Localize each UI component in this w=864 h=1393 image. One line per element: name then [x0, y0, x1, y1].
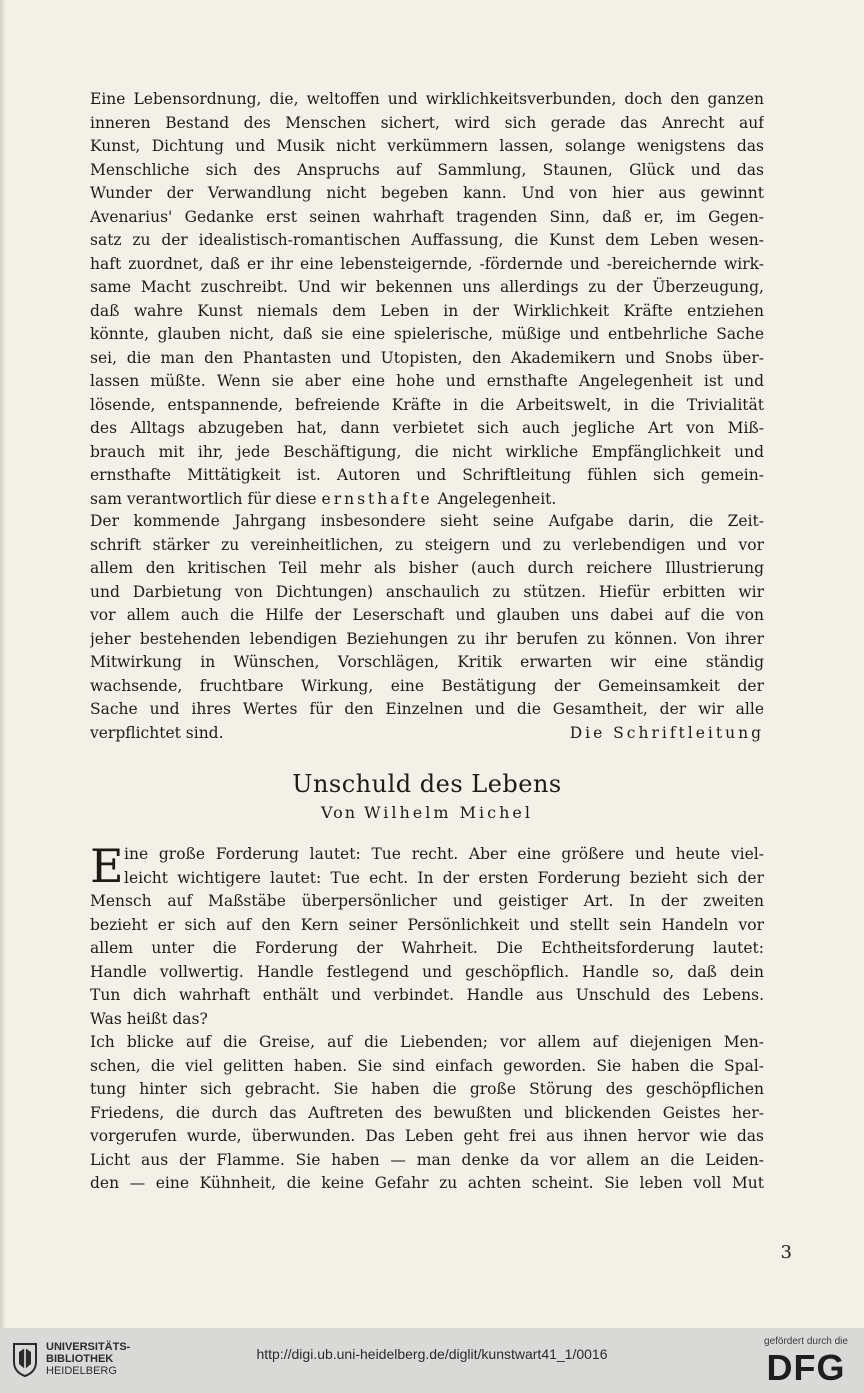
text-line: vor allem auch die Hilfe der Leserschaft und glauben uns dabei auf die von [90, 606, 764, 624]
text-line: brauch mit ihr, jede Beschäftigung, die nicht wirkliche Empfänglichkeit und [90, 442, 764, 461]
text-line: inneren Bestand des Menschen sichert, wird sich gerade das Anrecht auf [90, 113, 764, 132]
text-line: schen, die viel gelitten haben. Sie sind einfach geworden. Sie haben die Spal- [90, 1056, 764, 1075]
text-line: allem den kritischen Teil mehr als bisher (auch durch reichere Illustrierung [90, 559, 764, 577]
text-line: ine große Forderung lautet: Tue recht. Aber eine größere und heute viel- [124, 845, 764, 863]
text-line: bezieht er sich auf den Kern seiner Persönlichkeit und stellt sein Handeln vor [90, 915, 764, 934]
text-run: sam verantwortlich für diese [90, 489, 322, 508]
university-name-line: HEIDELBERG [46, 1365, 117, 1377]
text-line: same Macht zuschreibt. Und wir bekennen uns allerdings zu der Überzeugung, [90, 278, 764, 296]
dfg-caption: gefördert durch die [764, 1336, 848, 1347]
text-line: Handle vollwertig. Handle festlegend und geschöpflich. Handle so, daß dein [90, 962, 764, 981]
byline-prefix: Von [320, 803, 365, 822]
text-line: Sache und ihres Wertes für den Einzelnen und die Gesamtheit, der wir alle [90, 700, 764, 718]
text-line: könnte, glauben nicht, daß sie eine spielerische, müßige und entbehrliche Sache [90, 325, 764, 343]
text-line: Avenarius' Gedanke erst seinen wahrhaft tragenden Sinn, daß er, im Gegen- [90, 207, 764, 226]
text-line: Mensch auf Maßstäbe überpersönlicher und geistiger Art. In der zweiten [90, 892, 764, 910]
article-body [90, 839, 764, 1196]
author-name: Wilhelm Michel [364, 803, 533, 822]
text-line: daß wahre Kunst niemals dem Leben in der Wirklichkeit Kräfte entziehen [90, 301, 764, 320]
text-line: tung hinter sich gebracht. Sie haben die große Störung des geschöpflichen [90, 1080, 764, 1098]
text-line: Kunst, Dichtung und Musik nicht verkümmern lassen, solange wenigstens das [90, 137, 764, 155]
byline [90, 800, 764, 826]
text-line: allem unter die Forderung der Wahrheit. Die Echtheitsforderung lautet: [90, 939, 764, 957]
text-line: den — eine Kühnheit, die keine Gefahr zu achten scheint. Sie leben voll Mut [90, 1174, 764, 1192]
text-line: lassen müßte. Wenn sie aber eine hohe und ernsthafte Angelegenheit ist und [90, 372, 764, 390]
text-line: ernsthafte Mittätigkeit ist. Autoren und Schriftleitung fühlen sich gemein- [90, 466, 764, 484]
university-name-line: BIBLIOTHEK [46, 1353, 114, 1365]
text-line: Was heißt das? [90, 1009, 208, 1028]
emphasis-spaced: ernsthafte [321, 489, 433, 508]
text-line: Friedens, die durch das Auftreten des bewußten und blickenden Geistes her- [90, 1103, 764, 1122]
source-url[interactable]: http://digi.ub.uni-heidelberg.de/diglit/kunstwart41_1/0016 [256, 1346, 608, 1362]
text-line: Eine Lebensordnung, die, weltoffen und wirklichkeitsverbunden, doch den ganzen [90, 90, 764, 108]
viewer-footer [0, 1328, 864, 1393]
article-title: Unschuld des Lebens [292, 770, 562, 798]
text-line: sei, die man den Phantasten und Utopisten, den Akademikern und Snobs über- [90, 348, 764, 367]
text-line: Licht aus der Flamme. Sie haben — man denke da vor allem an die Leiden- [90, 1150, 764, 1169]
signature: Die Schriftleitung [569, 723, 764, 742]
text-line: Mitwirkung in Wünschen, Vorschlägen, Kritik erwarten wir eine ständig [90, 653, 764, 671]
drop-cap: E [90, 839, 124, 893]
announcement-paragraph [90, 510, 764, 745]
text-line: schrift stärker zu vereinheitlichen, zu steigern und zu verlebendigen und vor [90, 535, 764, 554]
intro-paragraph [90, 88, 764, 511]
text-line: lösende, entspannende, befreiende Kräfte in die Arbeitswelt, in die Trivialität [90, 395, 764, 414]
text-line: wachsende, fruchtbare Wirkung, eine Bestätigung der Gemeinsamkeit der [90, 676, 764, 695]
text-line [90, 488, 764, 512]
dfg-funding-logo[interactable] [760, 1336, 852, 1388]
closing-text: verpflichtet sind. [90, 723, 224, 742]
article-heading [90, 768, 764, 826]
closing-line [90, 722, 764, 746]
text-run: Angelegenheit. [432, 489, 557, 508]
text-line: Menschliche sich des Anspruchs auf Sammlung, Staunen, Glück und das [90, 160, 764, 179]
page-number: 3 [780, 1242, 792, 1263]
text-line: und Darbietung von Dichtungen) anschaulich zu stützen. Hiefür erbitten wir [90, 582, 764, 601]
text-line: Wunder der Verwandlung nicht begeben kann. Und von hier aus gewinnt [90, 184, 764, 202]
text-line: vorgerufen wurde, überwunden. Das Leben geht frei aus ihnen hervor wie das [90, 1127, 764, 1145]
text-line: satz zu der idealistisch-romantischen Auffassung, die Kunst dem Leben wesen- [90, 231, 764, 249]
dropcap-block [90, 839, 764, 893]
text-line: des Alltags abzugeben hat, dann verbietet sich auch jegliche Art von Miß- [90, 419, 764, 437]
text-line: Ich blicke auf die Greise, auf die Liebenden; vor allem auf diejenigen Men- [90, 1033, 764, 1051]
text-line: Tun dich wahrhaft enthält und verbindet. Handle aus Unschuld des Lebens. [90, 986, 764, 1004]
text-line: jeher bestehenden lebendigen Beziehungen zu ihr berufen zu können. Von ihrer [90, 629, 764, 648]
university-name-line: UNIVERSITÄTS- [46, 1341, 131, 1353]
text-line: Der kommende Jahrgang insbesondere sieht seine Aufgabe darin, die Zeit- [90, 512, 764, 530]
text-line: haft zuordnet, daß er ihr eine lebensteigernde, -fördernde und -bereichernde wirk- [90, 254, 764, 273]
text-line: leicht wichtigere lautet: Tue echt. In der ersten Forderung bezieht sich der [124, 868, 764, 887]
dfg-logo: DFG [766, 1347, 846, 1388]
